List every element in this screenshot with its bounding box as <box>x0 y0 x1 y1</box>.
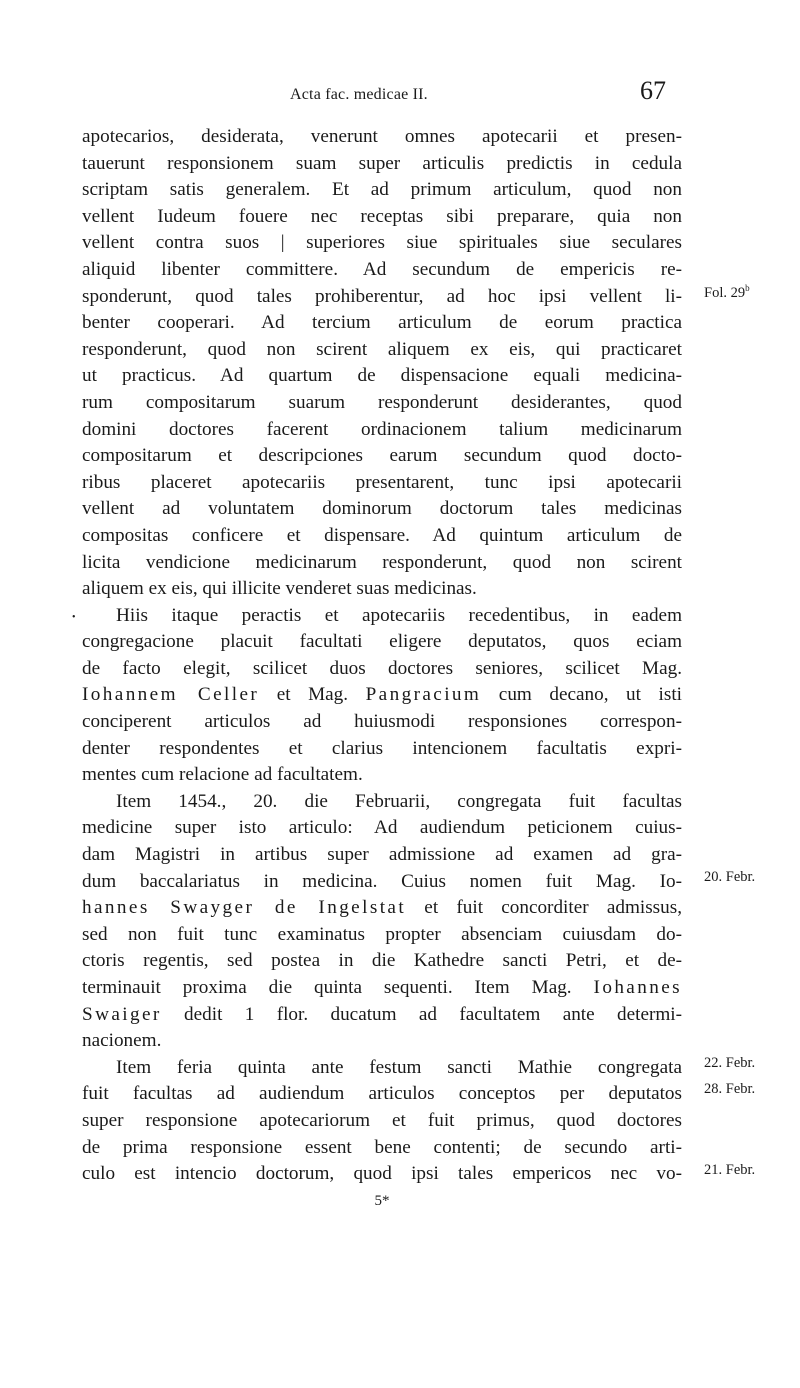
text-line: ribus placeret apotecariis presentarent, tunc ipsi apotecarii <box>82 471 682 493</box>
text-line: medicine super isto articulo: Ad audiendum peticionem cuius- <box>82 817 682 839</box>
person-name: Iohannes <box>593 977 682 998</box>
text-line: fuit facultas ad audiendum articulos conceptos per deputatos <box>82 1083 682 1105</box>
text-line: sed non fuit tunc examinatus propter absenciam cuiusdam do- <box>82 923 682 945</box>
text-line: compositas conficere et dispensare. Ad quintum articulum de <box>82 524 682 546</box>
text-line: scriptam satis generalem. Et ad primum articulum, quod non <box>82 179 682 201</box>
margin-note-folio: Fol. 29$^b$ <box>704 283 750 301</box>
text-line: benter cooperari. Ad tercium articulum de eorum practica <box>82 312 682 334</box>
text-line: terminauit proxima die quinta sequenti. Item Mag. Iohannes <box>82 977 682 998</box>
text-line: licita vendicione medicinarum responderunt, quod non scirent <box>82 551 682 573</box>
text-line: dum baccalariatus in medicina. Cuius nomen fuit Mag. Io- <box>82 870 682 892</box>
person-name: Iohannem Celler <box>82 684 260 706</box>
text-line: congregacione placuit facultati eligere deputatos, quos eciam <box>82 631 682 653</box>
text-line: apotecarios, desiderata, venerunt omnes apotecarii et presen- <box>82 126 682 147</box>
text-line: Iohannem Celler et Mag. Pangracium cum decano, ut isti <box>82 684 682 706</box>
text-line: responderunt, quod non scirent aliquem ex eis, qui practicaret <box>82 338 682 360</box>
person-name: Swaiger <box>82 1003 162 1025</box>
text-line: vellent Iudeum fouere nec receptas sibi preparare, quia non <box>82 205 682 227</box>
text-line: nacionem. <box>82 1030 162 1052</box>
person-name: Pangracium <box>365 684 482 706</box>
text-line: compositarum et descripciones earum secundum quod docto- <box>82 445 682 467</box>
text-line: rum compositarum suarum responderunt desiderantes, quod <box>82 391 682 413</box>
text-line: denter respondentes et clarius intencionem facultatis expri- <box>82 737 682 759</box>
text-line: vellent ad voluntatem dominorum doctorum tales medicinas <box>82 498 682 520</box>
person-name: hannes Swayger de Ingelstat <box>82 897 407 919</box>
text-line: Item 1454., 20. die Februarii, congregata fuit facultas <box>116 790 682 812</box>
text-line: vellent contra suos | superiores siue spirituales siue seculares <box>82 232 682 254</box>
text-line: ut practicus. Ad quartum de dispensacione equali medicina- <box>82 365 682 387</box>
body-text <box>82 124 682 1214</box>
text-line: tauerunt responsionem suam super articulis predictis in cedula <box>82 152 682 174</box>
page-number: 67 <box>640 76 666 105</box>
text-line: super responsione apotecariorum et fuit primus, quod doctores <box>82 1109 682 1131</box>
page-header <box>0 76 800 114</box>
text-line: dam Magistri in artibus super admissione ad examen ad gra- <box>82 844 682 866</box>
text-line: Item feria quinta ante festum sancti Mathie congregata <box>116 1056 682 1078</box>
signature-mark: 5* <box>374 1192 390 1209</box>
text-line: mentes cum relacione ad facultatem. <box>82 764 363 786</box>
text-line: Hiis itaque peractis et apotecariis recedentibus, in eadem <box>116 604 682 626</box>
text-line: ctoris regentis, sed postea in die Kathedre sancti Petri, et de- <box>82 950 682 972</box>
text-line: conciperent articulos ad huiusmodi responsiones correspon- <box>82 711 682 733</box>
text-line: Swaiger dedit 1 flor. ducatum ad facultatem ante determi- <box>82 1003 682 1025</box>
text-line: aliquem ex eis, qui illicite venderet suas medicinas. <box>82 578 477 600</box>
text-line: de facto elegit, scilicet duos doctores seniores, scilicet Mag. <box>82 657 682 679</box>
text-line: hannes Swayger de Ingelstat et fuit concorditer admissus, <box>82 897 682 919</box>
margin-note-date: 20. Febr. <box>704 869 756 885</box>
text-line: aliquid libenter committere. Ad secundum de empericis re- <box>82 258 682 280</box>
text-line: domini doctores facerent ordinacionem talium medicinarum <box>82 418 682 440</box>
margin-note-date: 21. Febr. <box>704 1162 756 1178</box>
margin-mark: • <box>72 612 76 623</box>
margin-note-date: 22. Febr. <box>704 1055 756 1071</box>
text-line: de prima responsione essent bene contenti; de secundo arti- <box>82 1136 682 1158</box>
margin-note-date: 28. Febr. <box>704 1081 756 1097</box>
running-title: Acta fac. medicae II. <box>290 86 428 103</box>
text-line: sponderunt, quod tales prohiberentur, ad hoc ipsi vellent li- <box>82 285 682 307</box>
text-line: culo est intencio doctorum, quod ipsi tales empericos nec vo- <box>82 1163 682 1185</box>
